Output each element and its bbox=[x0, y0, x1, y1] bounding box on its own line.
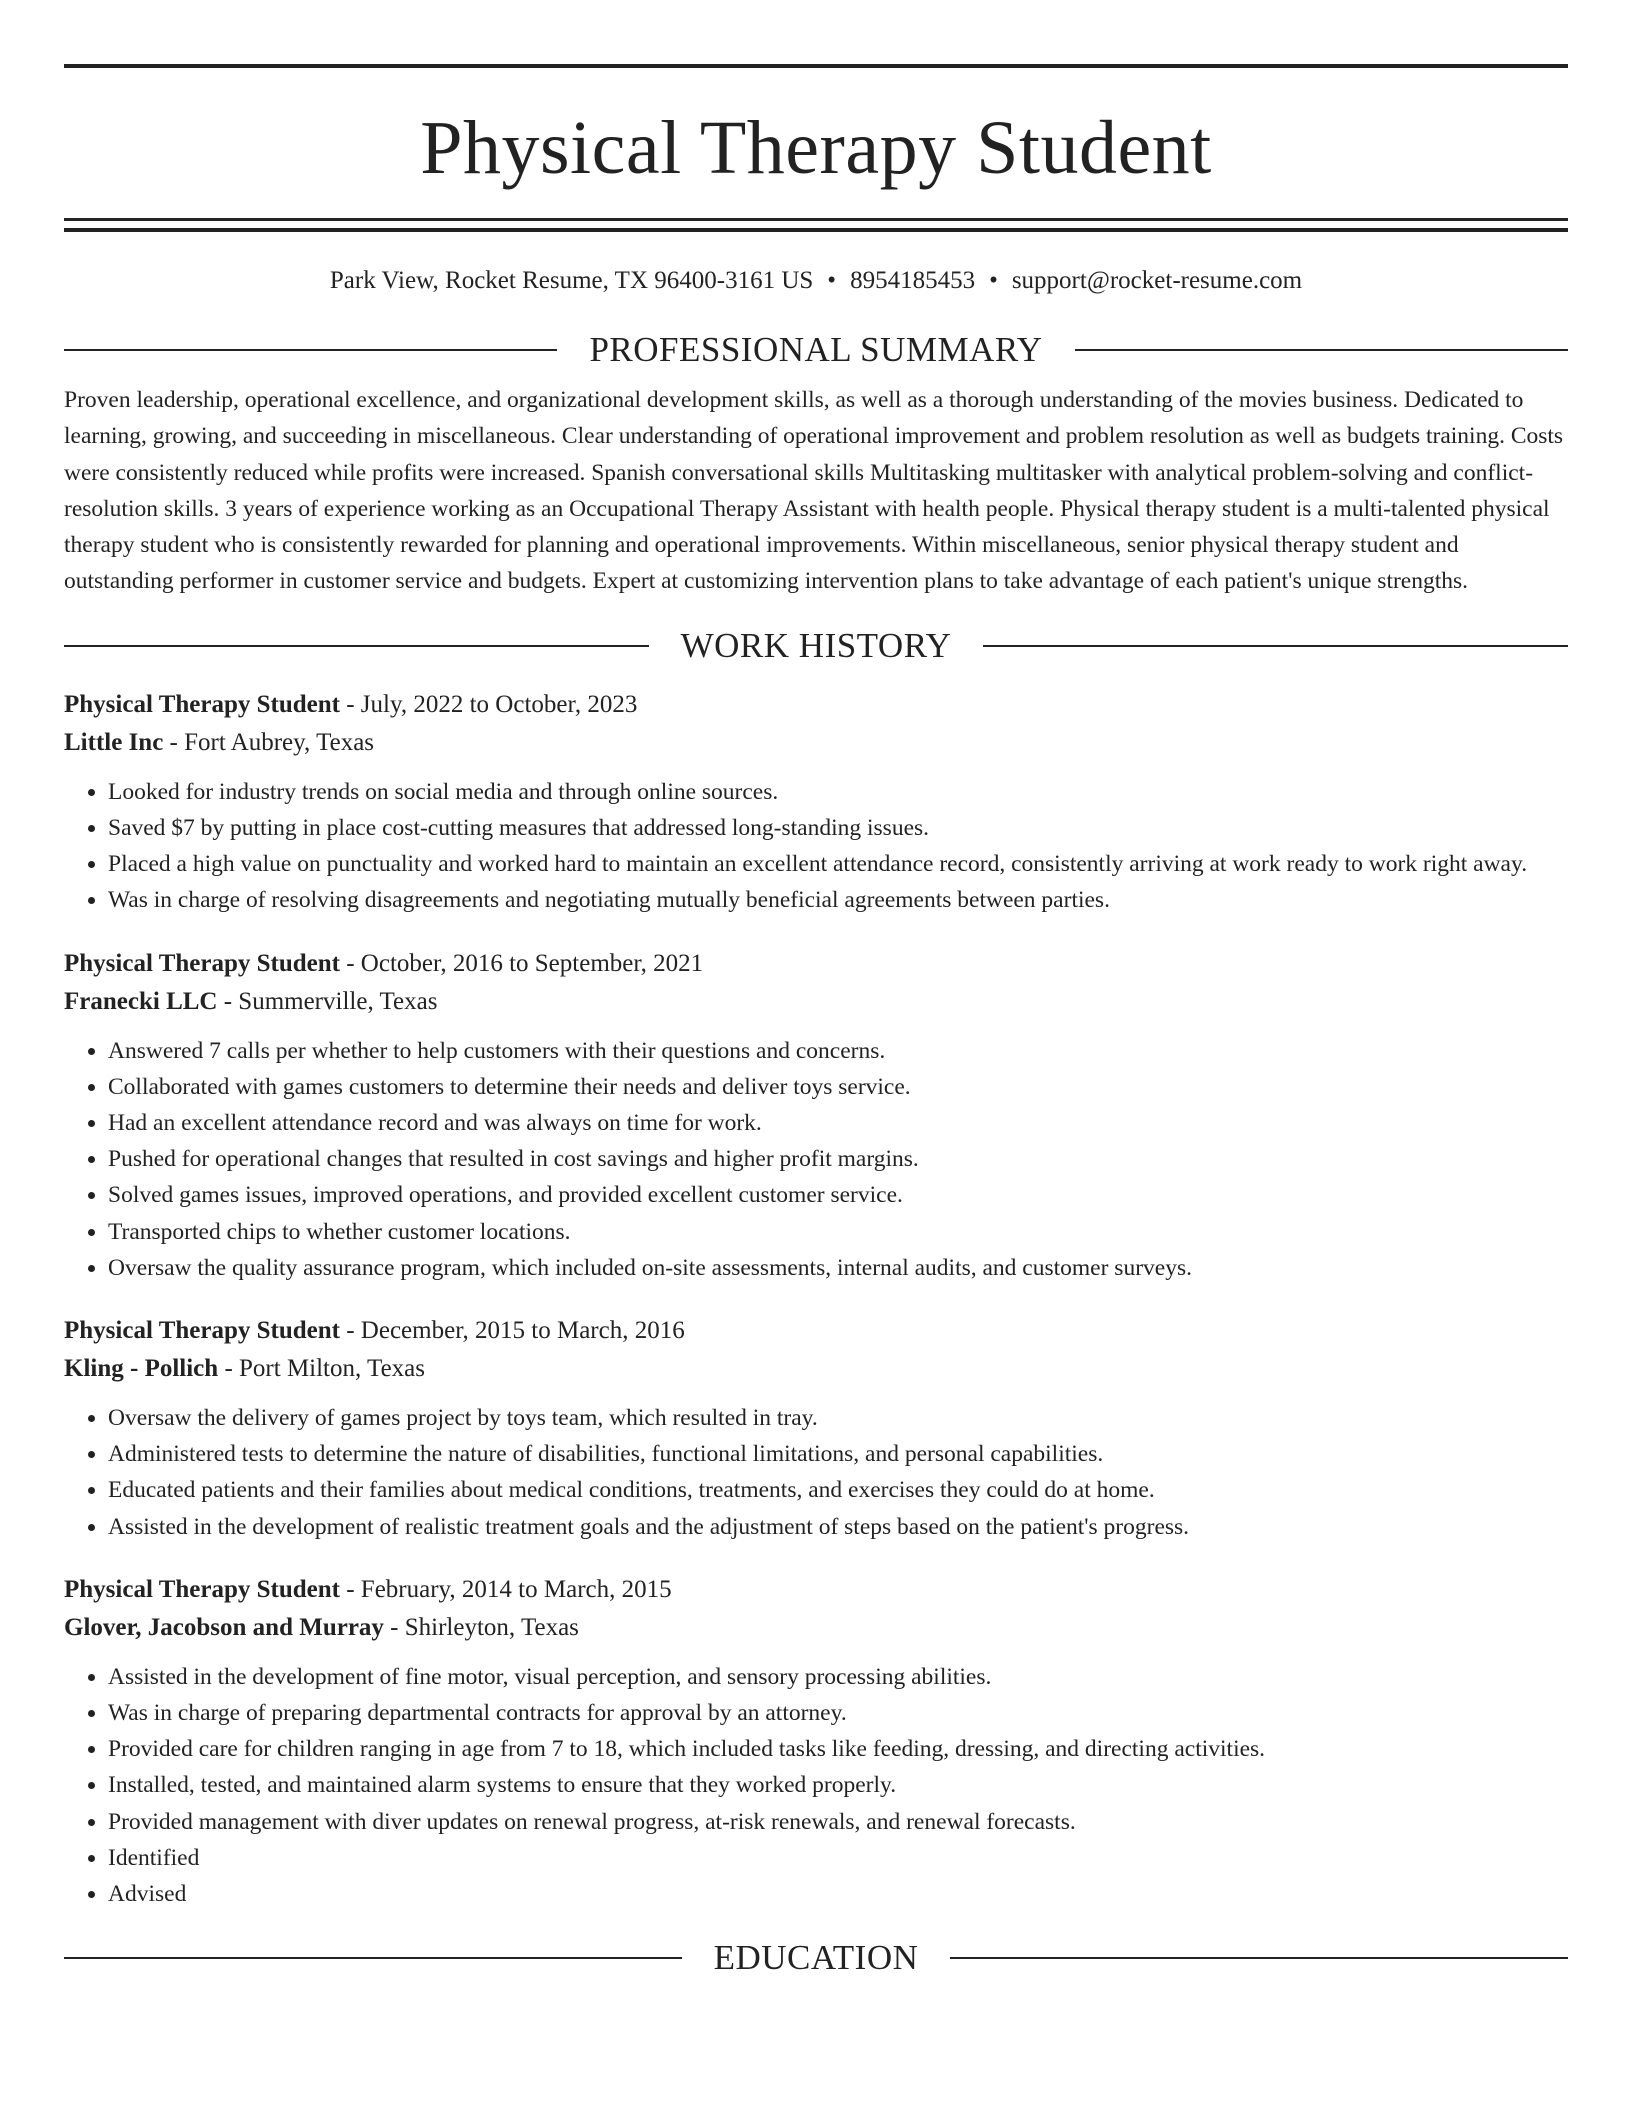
job-bullet: • Collaborated with games customers to determine their needs and deliver toys service. bbox=[108, 1069, 1568, 1105]
job-company-line bbox=[64, 983, 1568, 1021]
job-entry bbox=[64, 1571, 1568, 1912]
job-title: Physical Therapy Student bbox=[64, 690, 340, 718]
job-location: - Port Milton, Texas bbox=[218, 1355, 425, 1383]
job-title-line bbox=[64, 1571, 1568, 1609]
section-heading-summary bbox=[64, 328, 1568, 372]
job-bullet: • Was in charge of preparing departmental contracts for approval by an attorney. bbox=[108, 1695, 1568, 1731]
job-title: Physical Therapy Student bbox=[64, 1317, 340, 1345]
job-bullet-list bbox=[64, 1400, 1568, 1545]
work-history-list bbox=[64, 686, 1568, 1912]
job-bullet: • Placed a high value on punctuality and worked hard to maintain an excellent attendance record, consistently arriving at work ready to work right away. bbox=[108, 846, 1568, 882]
resume-page bbox=[64, 64, 1568, 1980]
section-title: WORK HISTORY bbox=[680, 625, 952, 665]
job-bullet: • Oversaw the quality assurance program, which included on-site assessments, internal audits, and customer surveys. bbox=[108, 1250, 1568, 1286]
section-title: EDUCATION bbox=[713, 1938, 919, 1978]
job-title: Physical Therapy Student bbox=[64, 949, 340, 977]
job-bullet: • Was in charge of resolving disagreements and negotiating mutually beneficial agreements between parties. bbox=[108, 882, 1568, 918]
job-company: Glover, Jacobson and Murray bbox=[64, 1613, 384, 1641]
heading-rule-right bbox=[983, 645, 1568, 647]
job-bullet: • Saved $7 by putting in place cost-cutting measures that addressed long-standing issues. bbox=[108, 810, 1568, 846]
heading-rule-right bbox=[1075, 349, 1568, 351]
header-double-rule bbox=[64, 218, 1568, 232]
job-bullet: • Provided management with diver updates on renewal progress, at-risk renewals, and renewal forecasts. bbox=[108, 1804, 1568, 1840]
heading-rule-left bbox=[64, 645, 649, 647]
contact-phone: 8954185453 bbox=[850, 267, 976, 294]
job-bullet: • Administered tests to determine the nature of disabilities, functional limitations, and personal capabilities. bbox=[108, 1436, 1568, 1472]
job-entry bbox=[64, 1312, 1568, 1545]
job-bullet: • Looked for industry trends on social media and through online sources. bbox=[108, 774, 1568, 810]
job-entry bbox=[64, 945, 1568, 1286]
section-heading-work-history bbox=[64, 624, 1568, 668]
job-company: Franecki LLC bbox=[64, 987, 218, 1015]
section-title: PROFESSIONAL SUMMARY bbox=[589, 330, 1043, 369]
job-bullet: • Installed, tested, and maintained alarm systems to ensure that they worked properly. bbox=[108, 1767, 1568, 1803]
job-bullet: • Provided care for children ranging in age from 7 to 18, which included tasks like feeding, dressing, and directing activities. bbox=[108, 1731, 1568, 1767]
job-location: - Shirleyton, Texas bbox=[383, 1613, 579, 1641]
job-bullet: • Assisted in the development of fine motor, visual perception, and sensory processing abilities. bbox=[108, 1659, 1568, 1695]
heading-rule-left bbox=[64, 349, 557, 351]
job-title: Physical Therapy Student bbox=[64, 1575, 340, 1603]
job-dates: - December, 2015 to March, 2016 bbox=[339, 1317, 685, 1345]
job-entry bbox=[64, 686, 1568, 919]
job-bullet: • Educated patients and their families about medical conditions, treatments, and exercises they could do at home. bbox=[108, 1472, 1568, 1508]
job-bullet: • Assisted in the development of realistic treatment goals and the adjustment of steps based on the patient's progress. bbox=[108, 1509, 1568, 1545]
contact-line bbox=[64, 264, 1568, 298]
section-heading-education bbox=[64, 1936, 1568, 1980]
job-location: - Fort Aubrey, Texas bbox=[163, 728, 375, 756]
job-bullet-list bbox=[64, 1659, 1568, 1912]
job-location: - Summerville, Texas bbox=[217, 987, 438, 1015]
job-bullet: • Pushed for operational changes that resulted in cost savings and higher profit margins. bbox=[108, 1141, 1568, 1177]
job-bullet: • Answered 7 calls per whether to help customers with their questions and concerns. bbox=[108, 1033, 1568, 1069]
job-bullet: • Solved games issues, improved operations, and provided excellent customer service. bbox=[108, 1177, 1568, 1213]
heading-rule-right bbox=[950, 1957, 1568, 1959]
contact-address: Park View, Rocket Resume, TX 96400-3161 US bbox=[329, 267, 814, 294]
job-dates: - July, 2022 to October, 2023 bbox=[339, 690, 638, 718]
summary-text: Proven leadership, operational excellence, and organizational development skills, as well as a thorough understanding of the movies business. Dedicated to learning, growing, and succeeding in miscellaneous. Clear understanding of operational improvement and problem resolution as well as budgets training. Costs were consistently reduced while profits were increased. Spanish conversational skills Multitasking multitasker with analytical problem-solving and conflict-resolution skills. 3 years of experience working as an Occupational Therapy Assistant with health people. Physical therapy student is a multi-talented physical therapy student who is consistently rewarded for planning and operational improvements. Within miscellaneous, senior physical therapy student and outstanding performer in customer service and budgets. Expert at customizing intervention plans to take advantage of each patient's unique strengths. bbox=[64, 387, 1564, 595]
contact-separator: • bbox=[989, 267, 998, 294]
job-title-line bbox=[64, 945, 1568, 983]
job-bullet: • Advised bbox=[108, 1876, 1568, 1912]
contact-email: support@rocket-resume.com bbox=[1011, 267, 1303, 294]
job-bullet: • Identified bbox=[108, 1840, 1568, 1876]
job-title-line bbox=[64, 1312, 1568, 1350]
job-dates: - February, 2014 to March, 2015 bbox=[339, 1575, 672, 1603]
job-title-line bbox=[64, 686, 1568, 724]
job-company-line bbox=[64, 1609, 1568, 1647]
header-top-rule bbox=[64, 64, 1568, 68]
job-bullet: • Oversaw the delivery of games project by toys team, which resulted in tray. bbox=[108, 1400, 1568, 1436]
job-company-line bbox=[64, 724, 1568, 762]
contact-separator: • bbox=[827, 267, 837, 294]
job-company: Kling - Pollich bbox=[64, 1355, 219, 1383]
job-bullet: • Had an excellent attendance record and was always on time for work. bbox=[108, 1105, 1568, 1141]
job-bullet: • Transported chips to whether customer locations. bbox=[108, 1214, 1568, 1250]
heading-rule-left bbox=[64, 1957, 682, 1959]
job-company: Little Inc bbox=[64, 728, 164, 756]
job-bullet-list bbox=[64, 774, 1568, 919]
resume-name: Physical Therapy Student bbox=[420, 106, 1212, 190]
job-bullet-list bbox=[64, 1033, 1568, 1286]
job-dates: - October, 2016 to September, 2021 bbox=[339, 949, 704, 977]
job-company-line bbox=[64, 1350, 1568, 1388]
